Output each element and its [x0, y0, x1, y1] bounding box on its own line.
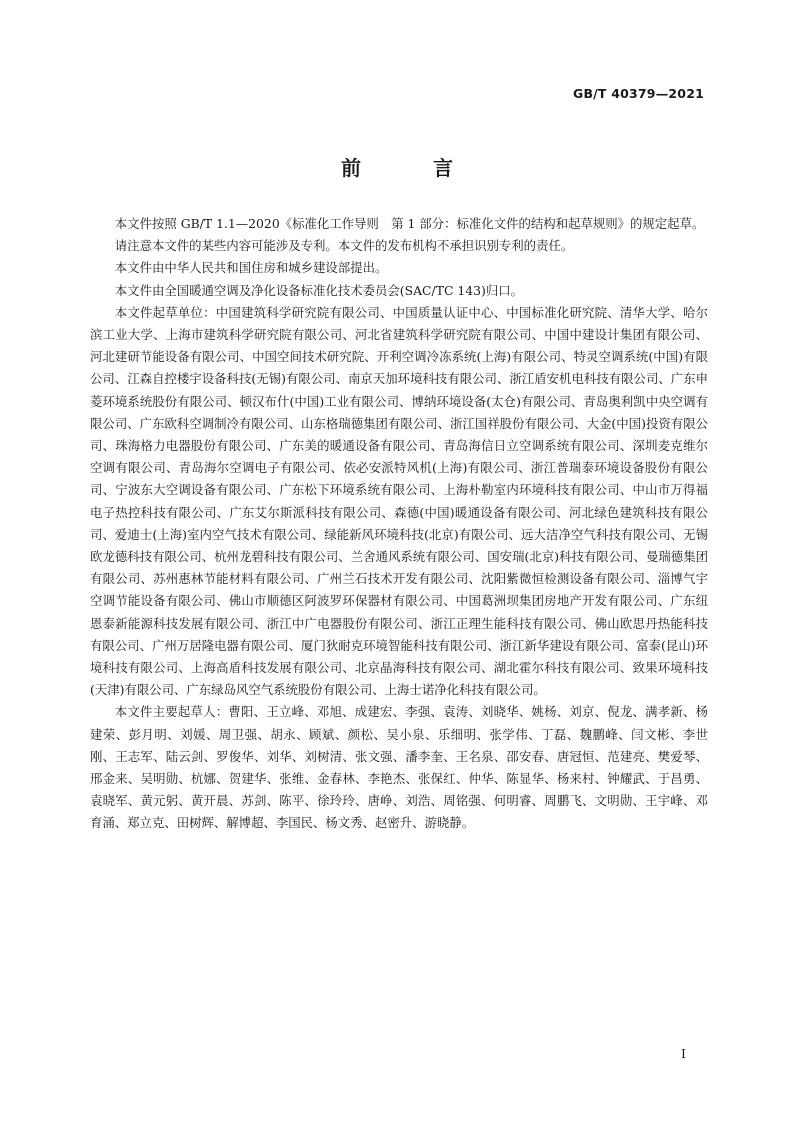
page-number: I [681, 1046, 686, 1061]
paragraph-proposed-by: 本文件由中华人民共和国住房和城乡建设部提出。 [114, 260, 388, 276]
paragraph-drafting-organizations: 本文件起草单位：中国建筑科学研究院有限公司、中国质量认证中心、中国标准化研究院、清华大学、哈尔滨工业大学、上海市建筑科学研究院有限公司、河北省建筑科学研究院有限公司、中国中建设计集团有限公司、河北建研节能设备有限公司、中国空间技术研究院、开利空调冷冻系统(上海)有限公司、特灵空调系统(中国)有限公司、江森自控楼宇设备科技(无锡)有限公司、南京天加环境科技有限公司、浙江盾安机电科技有限公司、广东申菱环境系统股份有限公司、顿汉布什(中国)工业有限公司、博纳环境设备(太仓)有限公司、青岛奥利凯中央空调有限公司、广东欧科空调制冷有限公司、山东格瑞德集团有限公司、浙江国祥股份有限公司、大金(中国)投资有限公司、珠海格力电器股份有限公司、广东美的暖通设备有限公司、青岛海信日立空调系统有限公司、深圳麦克维尔空调有限公司、青岛海尔空调电子有限公司、依必安派特风机(上海)有限公司、浙江普瑞泰环境设备股份有限公司、宁波东大空调设备有限公司、广东松下环境系统有限公司、上海朴勒室内环境科技有限公司、中山市万得福电子热控科技有限公司、广东艾尔斯派科技有限公司、森德(中国)暖通设备有限公司、河北绿色建筑科技有限公司、爱迪士(上海)室内空气技术有限公司、绿能新风环境科技(北京)有限公司、远大洁净空气科技有限公司、无锡欧龙德科技有限公司、杭州龙碧科技有限公司、兰舍通风系统有限公司、国安瑞(北京)科技有限公司、曼瑞德集团有限公司、苏州惠林节能材料有限公司、广州兰石技术开发有限公司、沈阳紫微恒检测设备有限公司、淄博气宇空调节能设备有限公司、佛山市顺德区阿波罗环保器材有限公司、中国葛洲坝集团房地产开发有限公司、广东纽恩泰新能源科技发展有限公司、浙江中广电器股份有限公司、浙江正理生能科技有限公司、佛山欧思丹热能科技有限公司、广州万居隆电器有限公司、厦门狄耐克环境智能科技有限公司、浙江新华建设有限公司、富泰(昆山)环境科技有限公司、上海高盾科技发展有限公司、北京晶海科技有限公司、湖北霍尔科技有限公司、致果环境科技(天津)有限公司、广东绿岛风空气系统股份有限公司、上海士诺净化科技有限公司。 [90, 304, 708, 698]
paragraph-drafting-rules: 本文件按照 GB/T 1.1—2020《标准化工作导则 第 1 部分：标准化文件的结构和起草规则》的规定起草。 [114, 216, 705, 231]
page-title: 前 言 [341, 156, 479, 180]
standard-code: GB/T 40379—2021 [572, 86, 704, 101]
paragraph-under-jurisdiction: 本文件由全国暖通空调及净化设备标准化技术委员会(SAC/TC 143)归口。 [114, 282, 524, 298]
body-text [90, 213, 708, 835]
paragraph-main-drafters: 本文件主要起草人：曹阳、王立峰、邓旭、成建宏、李强、袁涛、刘晓华、姚杨、刘京、倪龙、满孝新、杨建荣、彭月明、刘媛、周卫强、胡永、顾斌、颜松、吴小泉、乐细明、张学伟、丁磊、魏鹏峰、闫文彬、李世刚、王志军、陆云剑、罗俊华、刘华、刘树清、张文强、潘李奎、王名泉、邵安春、唐冠恒、范建亮、樊爱琴、邢金来、吴明勋、杭娜、贺建华、张维、金春林、李艳杰、张保红、仲华、陈显华、杨来村、钟耀武、于昌勇、袁晓军、黄元躬、黄开晨、苏剑、陈平、徐玲玲、唐峥、刘浩、周铭强、何明睿、周鹏飞、文明勋、王宇峰、邓育涌、郑立克、田树辉、解博超、李国民、杨文秀、赵密升、游晓静。 [90, 704, 708, 831]
paragraph-patent-notice: 请注意本文件的某些内容可能涉及专利。本文件的发布机构不承担识别专利的责任。 [114, 238, 574, 254]
